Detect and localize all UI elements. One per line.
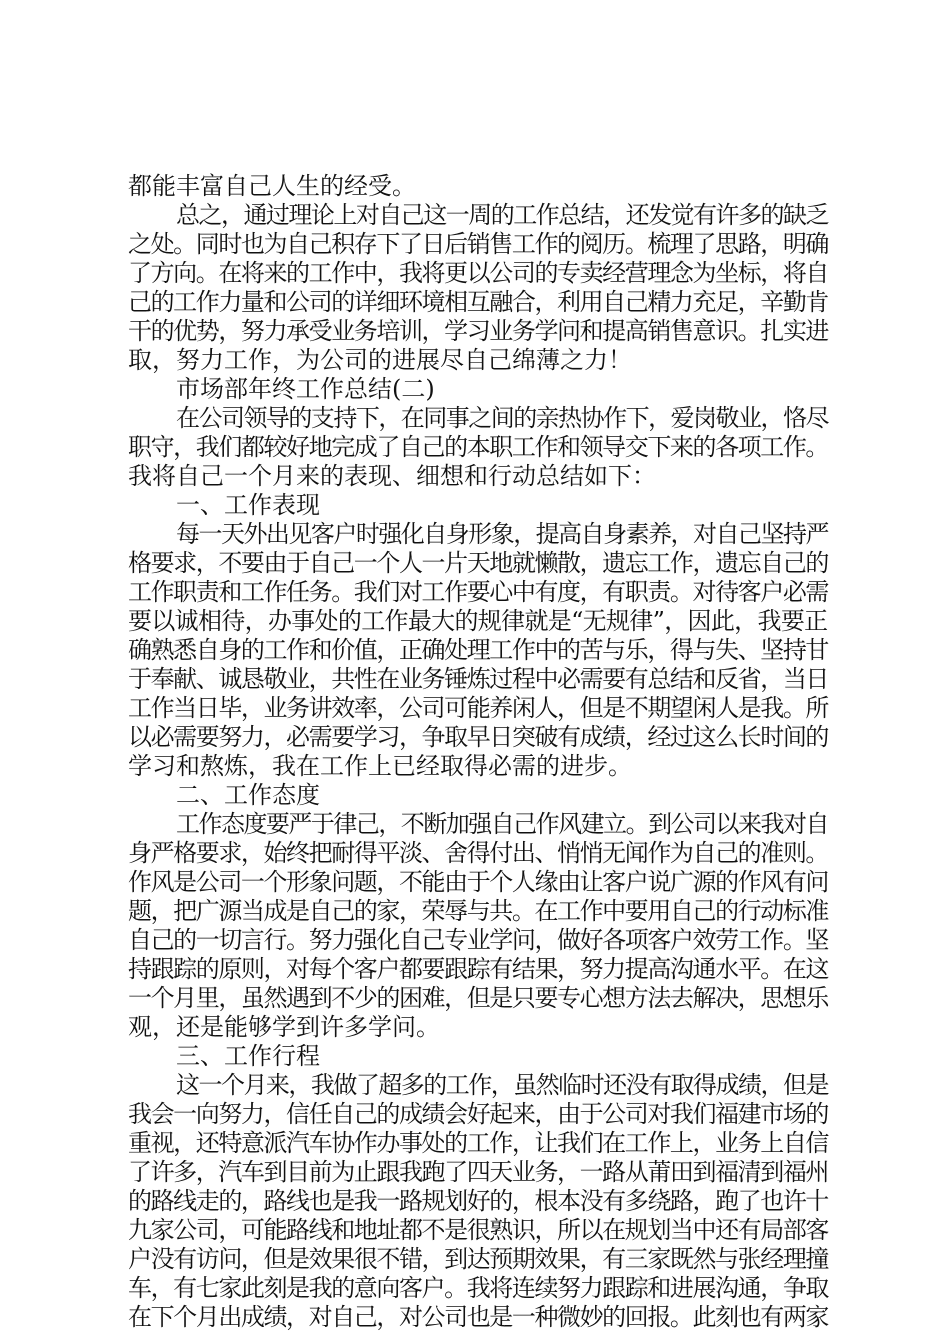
document-line: 工作态度要严于律己，不断加强自己作风建立。到公司以来我对自: [176, 810, 828, 838]
document-line: 我将自己一个月来的表现、细想和行动总结如下：: [128, 462, 656, 490]
document-line: 学习和熬炼，我在工作上已经取得必需的进步。: [128, 752, 632, 780]
document-line: 这一个月来，我做了超多的工作，虽然临时还没有取得成绩，但是: [176, 1071, 828, 1099]
document-line: 都能丰富自己人生的经受。: [128, 172, 416, 200]
document-line: 的路线走的，路线也是我一路规划好的，根本没有多绕路，跑了也许十: [128, 1187, 828, 1215]
document-line: 身严格要求，始终把耐得平淡、舍得付出、悄悄无闻作为自己的准则。: [128, 839, 828, 867]
document-line: 于奉献、诚恳敬业，共性在业务锤炼过程中必需要有总结和反省，当日: [128, 665, 828, 693]
document-line: 了方向。在将来的工作中，我将更以公司的专卖经营理念为坐标，将自: [128, 259, 828, 287]
document-line: 一个月里，虽然遇到不少的困难，但是只要专心想方法去解决，思想乐: [128, 984, 828, 1012]
document-line: 总之，通过理论上对自己这一周的工作总结，还发觉有许多的缺乏: [176, 201, 828, 229]
document-line: 作风是公司一个形象问题，不能由于个人缘由让客户说广源的作风有问: [128, 868, 828, 896]
document-line: 车，有七家此刻是我的意向客户。我将连续努力跟踪和进展沟通，争取: [128, 1274, 828, 1302]
document-line: 题，把广源当成是自己的家，荣辱与共。在工作中要用自己的行动标准: [128, 897, 828, 925]
document-line: 工作当日毕，业务讲效率，公司可能养闲人，但是不期望闲人是我。所: [128, 694, 828, 722]
document-line: 我会一向努力，信任自己的成绩会好起来，由于公司对我们福建市场的: [128, 1100, 828, 1128]
document-line: 了许多，汽车到目前为止跟我跑了四天业务，一路从莆田到福清到福州: [128, 1158, 828, 1186]
document-line: 户没有访问，但是效果很不错，到达预期效果，有三家既然与张经理撞: [128, 1245, 828, 1273]
document-line: 以必需要努力，必需要学习，争取早日突破有成绩，经过这么长时间的: [128, 723, 828, 751]
document-line: 在公司领导的支持下，在同事之间的亲热协作下，爱岗敬业，恪尽: [176, 404, 828, 432]
document-line: 二、工作态度: [176, 781, 320, 809]
document-line: 确熟悉自身的工作和价值，正确处理工作中的苦与乐，得与失、坚持甘: [128, 636, 828, 664]
document-line: 观，还是能够学到许多学问。: [128, 1013, 440, 1041]
document-line: 工作职责和工作任务。我们对工作要心中有度，有职责。对待客户必需: [128, 578, 828, 606]
document-line: 干的优势，努力承受业务培训，学习业务学问和提高销售意识。扎实进: [128, 317, 828, 345]
document-line: 九家公司，可能路线和地址都不是很熟识，所以在规划当中还有局部客: [128, 1216, 828, 1244]
document-page: [128, 172, 828, 1332]
document-line: 每一天外出见客户时强化自身形象，提高自身素养，对自己坚持严: [176, 520, 828, 548]
document-line: 之处。同时也为自己积存下了日后销售工作的阅历。梳理了思路，明确: [128, 230, 828, 258]
document-line: 要以诚相待，办事处的工作最大的规律就是“无规律”，因此，我要正: [128, 607, 828, 635]
document-line: 市场部年终工作总结(二): [176, 375, 435, 403]
document-line: 一、工作表现: [176, 491, 320, 519]
document-line: 重视，还特意派汽车协作办事处的工作，让我们在工作上，业务上自信: [128, 1129, 828, 1157]
document-line: 持跟踪的原则，对每个客户都要跟踪有结果，努力提高沟通水平。在这: [128, 955, 828, 983]
document-line: 己的工作力量和公司的详细环境相互融合，利用自己精力充足，辛勤肯: [128, 288, 828, 316]
document-line: 职守，我们都较好地完成了自己的本职工作和领导交下来的各项工作。: [128, 433, 828, 461]
document-line: 取，努力工作，为公司的进展尽自己绵薄之力！: [128, 346, 632, 374]
document-line: 格要求，不要由于自己一个人一片天地就懒散，遗忘工作，遗忘自己的: [128, 549, 828, 577]
document-line: 三、工作行程: [176, 1042, 320, 1070]
document-line: 自己的一切言行。努力强化自己专业学问，做好各项客户效劳工作。坚: [128, 926, 828, 954]
document-line: 在下个月出成绩，对自己，对公司也是一种微妙的回报。此刻也有两家: [128, 1303, 828, 1331]
